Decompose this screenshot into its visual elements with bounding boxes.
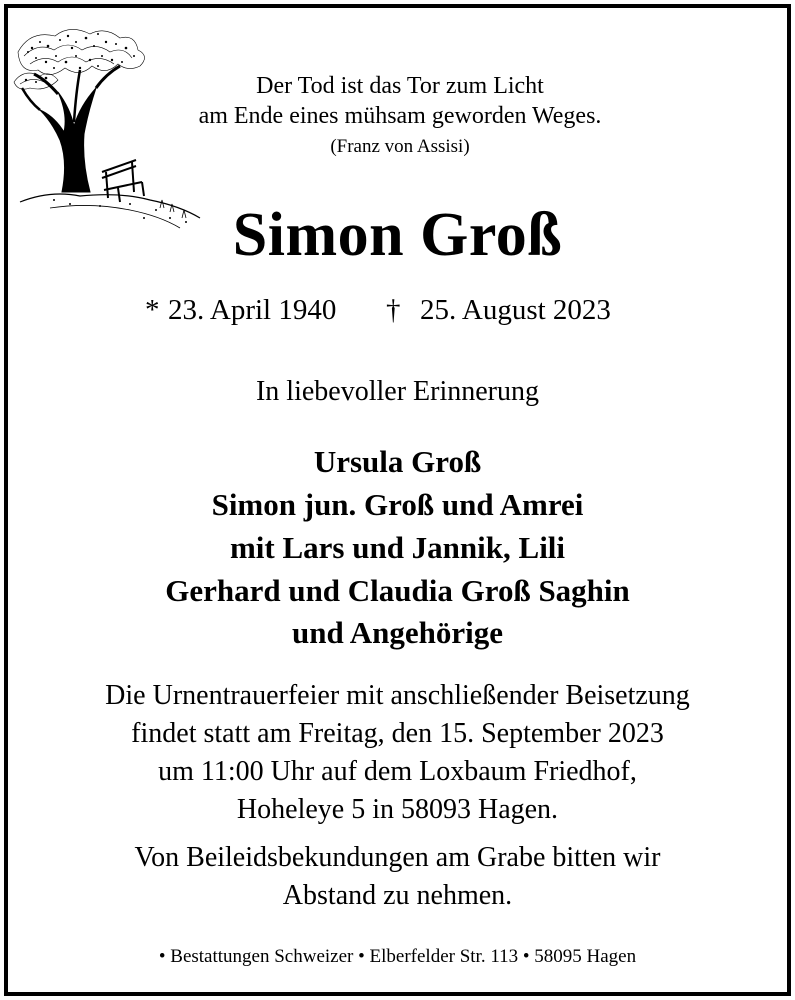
deceased-name: Simon Groß: [232, 201, 563, 269]
quote-line-2: am Ende eines mühsam geworden Weges.: [198, 103, 602, 129]
death-date: 25. August 2023: [420, 294, 611, 326]
funeral-home-footer: • Bestattungen Schweizer • Elberfelder Str. 113 • 58095 Hagen: [158, 946, 637, 967]
ceremony-line: Die Urnentrauerfeier mit anschließender Beisetzung: [105, 680, 690, 711]
family-line: Simon jun. Groß und Amrei: [211, 487, 584, 522]
memory-text: In liebevoller Erinnerung: [255, 376, 539, 407]
birth-symbol: *: [145, 294, 160, 326]
condolence-line: Abstand zu nehmen.: [282, 880, 513, 911]
ceremony-line: findet statt am Freitag, den 15. September 2023: [131, 718, 664, 749]
family-line: mit Lars und Jannik, Lili: [229, 530, 566, 565]
death-symbol: †: [386, 294, 401, 326]
quote-author: (Franz von Assisi): [330, 136, 470, 157]
family-line: Gerhard und Claudia Groß Saghin: [165, 573, 630, 608]
ceremony-line: Hoheleye 5 in 58093 Hagen.: [236, 794, 559, 825]
birth-date: 23. April 1940: [168, 294, 337, 326]
ceremony-line: um 11:00 Uhr auf dem Loxbaum Friedhof,: [158, 756, 637, 787]
family-line: und Angehörige: [291, 615, 504, 650]
family-line: Ursula Groß: [313, 444, 482, 479]
condolence-line: Von Beileidsbekundungen am Grabe bitten wir: [134, 842, 661, 873]
quote-line-1: Der Tod ist das Tor zum Licht: [256, 73, 544, 99]
